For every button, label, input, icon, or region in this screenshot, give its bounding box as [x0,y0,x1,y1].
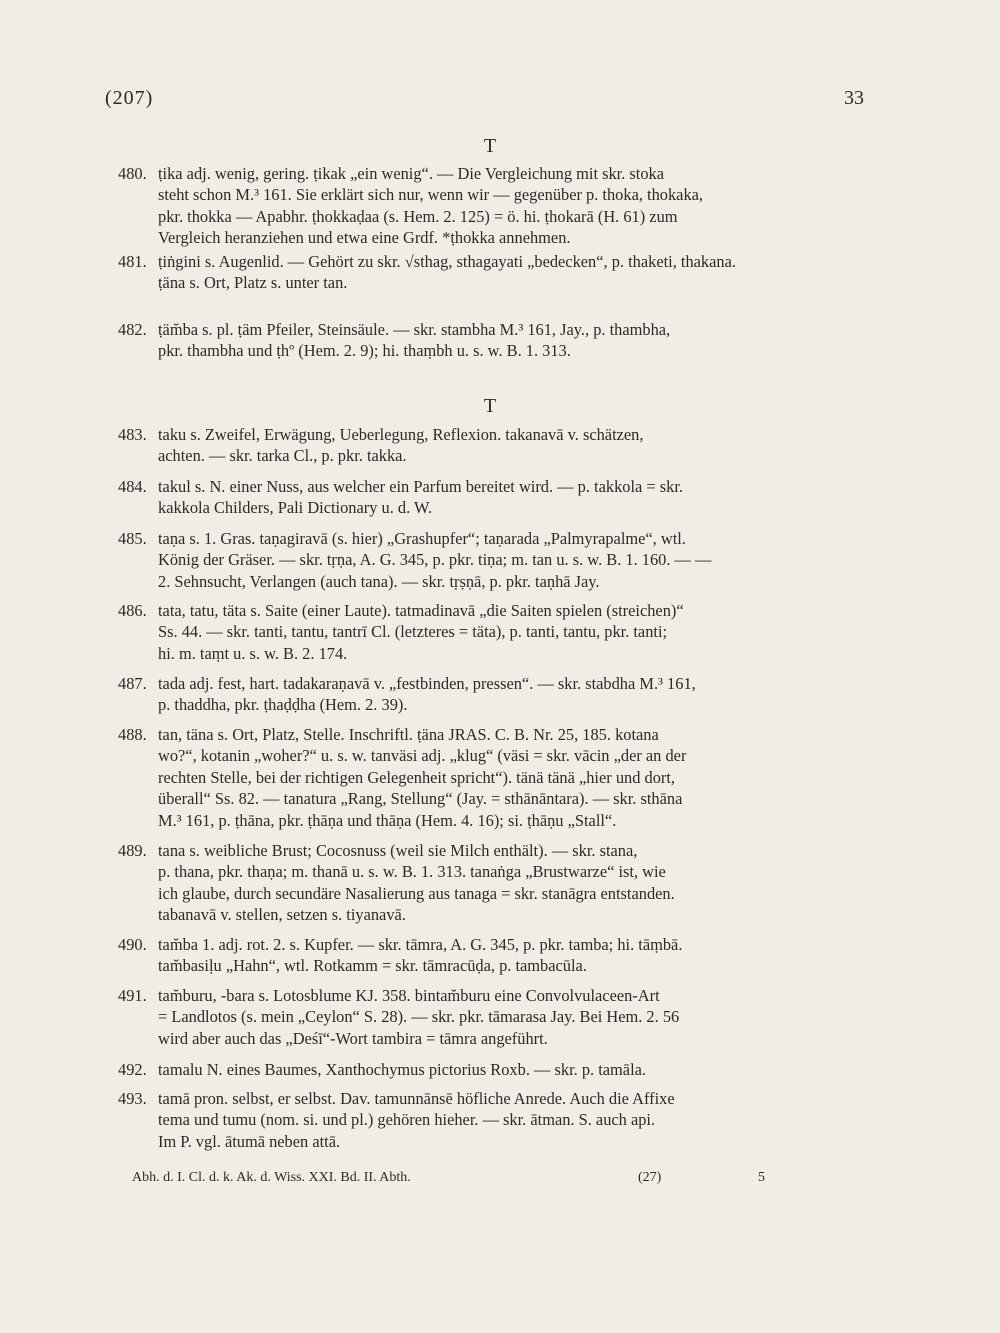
entry-line: tamalu N. eines Baumes, Xanthochymus pictorius Roxb. — skr. p. tamāla. [158,1060,646,1079]
entry-line: hi. m. taṃt u. s. w. B. 2. 174. [158,643,348,663]
dictionary-entry [118,985,868,1049]
entry-text [158,1088,868,1152]
entry-line: p. thana, pkr. thaṇa; m. thanā u. s. w. B. 1. 313. tanaṅga „Brustwarze“ ist, wie [158,862,666,882]
dictionary-entry [118,1059,868,1080]
entry-line: kakkola Childers, Pali Dictionary u. d. W. [158,498,433,518]
entry-line: wird aber auch das „Deśī“-Wort tambira = tāmra angeführt. [158,1028,548,1048]
entry-line: M.³ 161, p. ṭhāna, pkr. ṭhāṇa und thāṇa (Hem. 4. 16); si. ṭhāṇu „Stall“. [158,810,617,830]
entry-line: = Landlotos (s. mein „Ceylon“ S. 28). — skr. pkr. tāmarasa Jay. Bei Hem. 2. 56 [158,1007,680,1027]
entry-line: taṇa s. 1. Gras. taṇagiravā (s. hier) „Grashupfer“; taṇarada „Palmyrapalme“, wtl. [158,529,686,548]
entry-line: tema und tumu (nom. si. und pl.) gehören hieher. — skr. ātman. S. auch api. [158,1110,656,1130]
dictionary-entry [118,1088,868,1152]
dictionary-entry [118,476,868,519]
entry-line: Vergleich heranziehen und etwa eine Grdf. *ṭhokka annehmen. [158,228,571,248]
entry-line: ich glaube, durch secundäre Nasalierung aus tanaga = skr. stanāgra entstanden. [158,883,675,903]
footer-sheet-number: (27) [638,1170,662,1185]
entry-line: ṭäm̆ba s. pl. ṭäm Pfeiler, Steinsäule. — skr. stambha M.³ 161, Jay., p. thambha, [158,320,671,339]
entry-line: tamā pron. selbst, er selbst. Dav. tamunnānsē höfliche Anrede. Auch die Affixe [158,1089,675,1108]
entry-text [158,600,868,664]
entry-line: ṭiṅgini s. Augenlid. — Gehört zu skr. √sthag, sthagayati „bedecken“, p. thaketi, thakana. [158,252,736,271]
entry-line: p. thaddha, pkr. ṭhaḍḍha (Hem. 2. 39). [158,695,408,715]
page-number: 33 [844,87,864,109]
entry-line: steht schon M.³ 161. Sie erklärt sich nur, wenn wir — gegenüber p. thoka, thokaka, [158,185,704,205]
dictionary-entry [118,319,868,362]
entry-line: überall“ Ss. 82. — tanatura „Rang, Stellung“ (Jay. = sthānāntara). — skr. sthāna [158,789,683,809]
entry-text [158,424,868,467]
dictionary-entry [118,673,868,716]
entry-line: Ss. 44. — skr. tanti, tantu, tantrī Cl. (letzteres = täta), p. tanti, tantu, pkr. tanti; [158,622,668,642]
footer-citation: Abh. d. I. Cl. d. k. Ak. d. Wiss. XXI. Bd. II. Abth. [132,1170,411,1185]
entry-line: 2. Sehnsucht, Verlangen (auch tana). — skr. tṛṣṇā, p. pkr. taṇhā Jay. [158,571,600,591]
footer-signature: 5 [758,1170,765,1185]
dictionary-entry [118,424,868,467]
entry-text [158,319,868,362]
entry-text [158,985,868,1049]
entry-text [158,251,868,294]
entry-text [158,476,868,519]
entry-line: tada adj. fest, hart. tadakaraṇavā v. „festbinden, pressen“. — skr. stabdha M.³ 161, [158,674,696,693]
entry-line: wo?“, kotanin „woher?“ u. s. w. tanväsi adj. „klug“ (väsi = skr. vācin „der an der [158,746,687,766]
entry-text [158,673,868,716]
dictionary-entry [118,724,868,831]
entry-line: rechten Stelle, bei der richtigen Gelegenheit spricht“). tänä tänä „hier und dort, [158,767,676,787]
entry-line: ṭäna s. Ort, Platz s. unter tan. [158,273,348,293]
entry-number: 483. [118,425,147,444]
page-header-left: (207) [105,87,154,109]
entry-text [158,840,868,926]
entry-text [158,1059,868,1080]
section-heading: T [483,395,497,417]
entry-text [158,724,868,831]
entry-line: tan, täna s. Ort, Platz, Stelle. Inschriftl. ṭäna JRAS. C. B. Nr. 25, 185. kotana [158,725,659,744]
entry-text [158,528,868,592]
section-heading: T [483,135,497,157]
entry-line: tam̆ba 1. adj. rot. 2. s. Kupfer. — skr. tāmra, A. G. 345, p. pkr. tamba; hi. tāṃbā. [158,935,683,954]
dictionary-entry [118,840,868,926]
entry-line: tata, tatu, täta s. Saite (einer Laute). tatmadinavā „die Saiten spielen (streichen)“ [158,601,684,620]
entry-line: pkr. thambha und ṭhº (Hem. 2. 9); hi. thaṃbh u. s. w. B. 1. 313. [158,341,571,361]
entry-line: ṭika adj. wenig, gering. ṭikak „ein wenig“. — Die Vergleichung mit skr. stoka [158,164,665,183]
entry-text [158,163,868,249]
entry-number: 482. [118,320,147,339]
entry-line: pkr. thokka — Apabhr. ṭhokkaḍaa (s. Hem. 2. 125) = ö. hi. ṭhokarā (H. 61) zum [158,206,678,226]
entry-line: tam̆basiḷu „Hahn“, wtl. Rotkamm = skr. tāmracūḍa, p. tambacūla. [158,956,587,976]
entry-number: 481. [118,252,147,271]
entry-line: König der Gräser. — skr. tṛṇa, A. G. 345, p. pkr. tiṇa; m. tan u. s. w. B. 1. 160. — — [158,550,712,570]
entry-line: takul s. N. einer Nuss, aus welcher ein Parfum bereitet wird. — p. takkola = skr. [158,477,683,496]
entry-number: 488. [118,725,147,744]
entry-text [158,934,868,977]
entry-number: 491. [118,986,147,1005]
dictionary-entry [118,251,868,294]
entry-number: 486. [118,601,147,620]
entry-line: achten. — skr. tarka Cl., p. pkr. takka. [158,446,407,466]
dictionary-entry [118,163,868,249]
dictionary-entry [118,600,868,664]
entry-line: tam̆buru, -bara s. Lotosblume KJ. 358. bintam̆buru eine Convolvulaceen-Art [158,986,660,1005]
entry-number: 492. [118,1060,147,1079]
entry-number: 484. [118,477,147,496]
entry-line: taku s. Zweifel, Erwägung, Ueberlegung, Reflexion. takanavā v. schätzen, [158,425,644,444]
entry-line: tabanavā v. stellen, setzen s. tiyanavā. [158,905,406,925]
entry-line: Im P. vgl. ātumā neben attā. [158,1131,341,1151]
entry-number: 489. [118,841,147,860]
entry-number: 480. [118,164,147,183]
dictionary-entry [118,934,868,977]
entry-line: tana s. weibliche Brust; Cocosnuss (weil sie Milch enthält). — skr. stana, [158,841,638,860]
entry-number: 487. [118,674,147,693]
dictionary-entry [118,528,868,592]
entry-number: 490. [118,935,147,954]
entry-number: 493. [118,1089,147,1108]
entry-number: 485. [118,529,147,548]
